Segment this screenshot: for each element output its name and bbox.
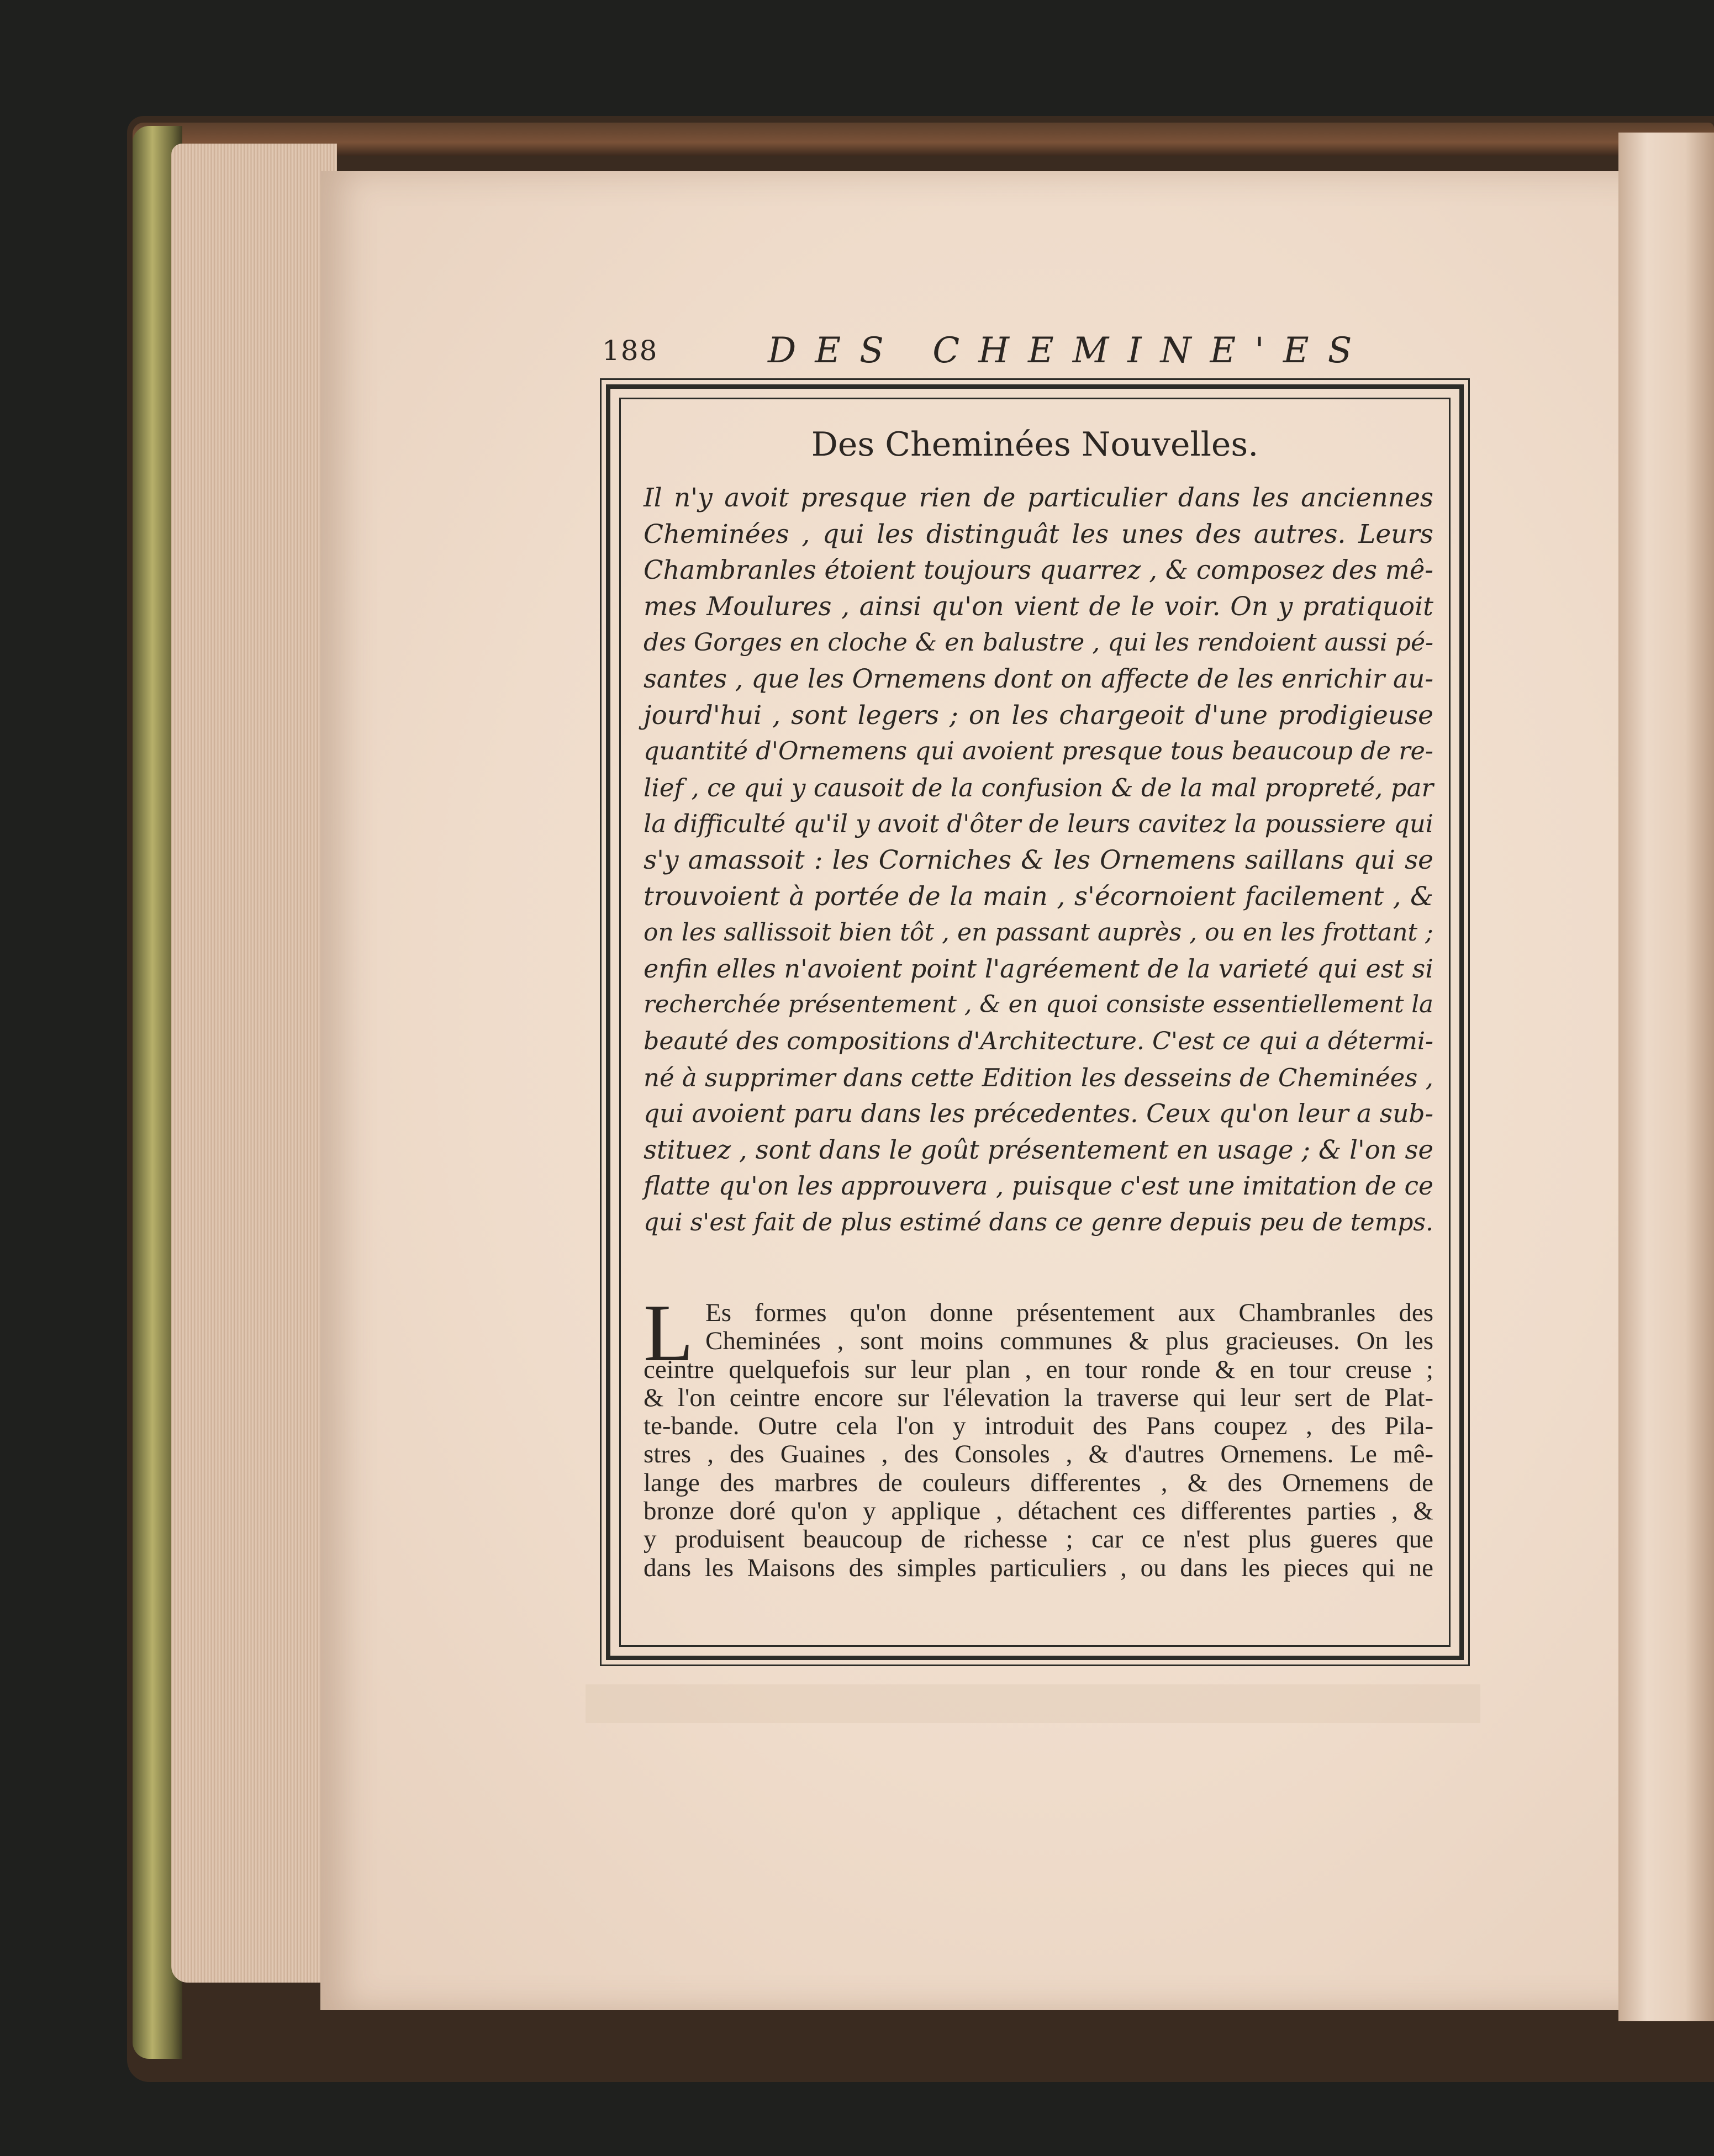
text-line: santes , que les Ornemens dont on affecte de les enrichir au- <box>644 663 1433 694</box>
text-line: qui s'est fait de plus estimé dans ce genre depuis peu de temps. <box>644 1208 1433 1236</box>
text-line: lief , ce qui y causoit de la confusion & de la mal propreté, par <box>644 773 1433 802</box>
text-line: Cheminées , qui les distinguât les unes des autres. Leurs <box>644 519 1433 549</box>
text-line: la difficulté qu'il y avoit d'ôter de leurs cavitez la poussiere qui <box>644 809 1433 839</box>
text-line: on les sallissoit bien tôt , en passant auprès , ou en les frottant ; <box>644 918 1433 947</box>
text-line: s'y amassoit : les Corniches & les Ornemens saillans qui se <box>644 844 1433 875</box>
italic-paragraph <box>644 480 1433 1240</box>
text-line: quantité d'Ornemens qui avoient presque tous beaucoup de re- <box>644 737 1433 766</box>
text-line: stituez , sont dans le goût présentement en usage ; & l'on se <box>644 1134 1433 1165</box>
text-line: jourd'hui , sont legers ; on les chargeoit d'une prodigieuse <box>644 700 1433 731</box>
text-line: Es formes qu'on donne présentement aux Chambranles des <box>705 1298 1433 1327</box>
text-line: recherchée présentement , & en quoi consiste essentiellement la <box>644 991 1433 1019</box>
cover-top-edge <box>133 123 1714 156</box>
page-number: 188 <box>602 335 658 367</box>
text-line: & l'on ceintre encore sur l'élevation la traverse qui leur sert de Plat- <box>644 1383 1433 1412</box>
roman-paragraph <box>644 1299 1433 1582</box>
section-title: Des Cheminées Nouvelles. <box>811 425 1259 464</box>
text-line: né à supprimer dans cette Edition les desseins de Cheminées , <box>644 1063 1433 1092</box>
text-line: ceintre quelquefois sur leur plan , en tour ronde & en tour creuse ; <box>644 1355 1433 1384</box>
running-head <box>602 330 1469 374</box>
text-line: mes Moulures , ainsi qu'on vient de le voir. On y pratiquoit <box>644 591 1433 622</box>
text-line: flatte qu'on les approuvera , puisque c'est une imitation de ce <box>644 1171 1433 1201</box>
text-line: Il n'y avoit presque rien de particulier dans les anciennes <box>644 483 1433 513</box>
show-through <box>586 1684 1480 1723</box>
text-line: bronze doré qu'on y applique , détachent ces differentes parties , & <box>644 1497 1433 1526</box>
right-page-edge <box>1618 133 1714 2021</box>
text-line: trouvoient à portée de la main , s'écornoient facilement , & <box>644 881 1433 912</box>
text-frame <box>606 384 1464 1660</box>
text-line: beauté des compositions d'Architecture. C'est ce qui a détermi- <box>644 1027 1433 1055</box>
text-line: Chambranles étoient toujours quarrez , & composez des mê- <box>644 555 1433 585</box>
drop-cap: L <box>644 1288 694 1378</box>
text-line: dans les Maisons des simples particuliers , ou dans les pieces qui ne <box>644 1553 1433 1582</box>
text-line: enfin elles n'avoient point l'agréement de la varieté qui est si <box>644 953 1433 984</box>
text-line: te-bande. Outre cela l'on y introduit des Pans coupez , des Pila- <box>644 1412 1433 1441</box>
page-edges <box>171 144 337 1983</box>
text-line: Cheminées , sont moins communes & plus gracieuses. On les <box>705 1327 1433 1356</box>
running-title: DES CHEMINE'ES <box>768 330 1371 371</box>
text-line: lange des marbres de couleurs differentes , & des Ornemens de <box>644 1468 1433 1497</box>
text-line: des Gorges en cloche & en balustre , qui les rendoient aussi pé- <box>644 628 1433 657</box>
text-line: y produisent beaucoup de richesse ; car ce n'est plus gueres que <box>644 1525 1433 1554</box>
text-line: stres , des Guaines , des Consoles , & d'autres Ornemens. Le mê- <box>644 1440 1433 1469</box>
text-line: qui avoient paru dans les précedentes. Ceux qu'on leur a sub- <box>644 1099 1433 1129</box>
